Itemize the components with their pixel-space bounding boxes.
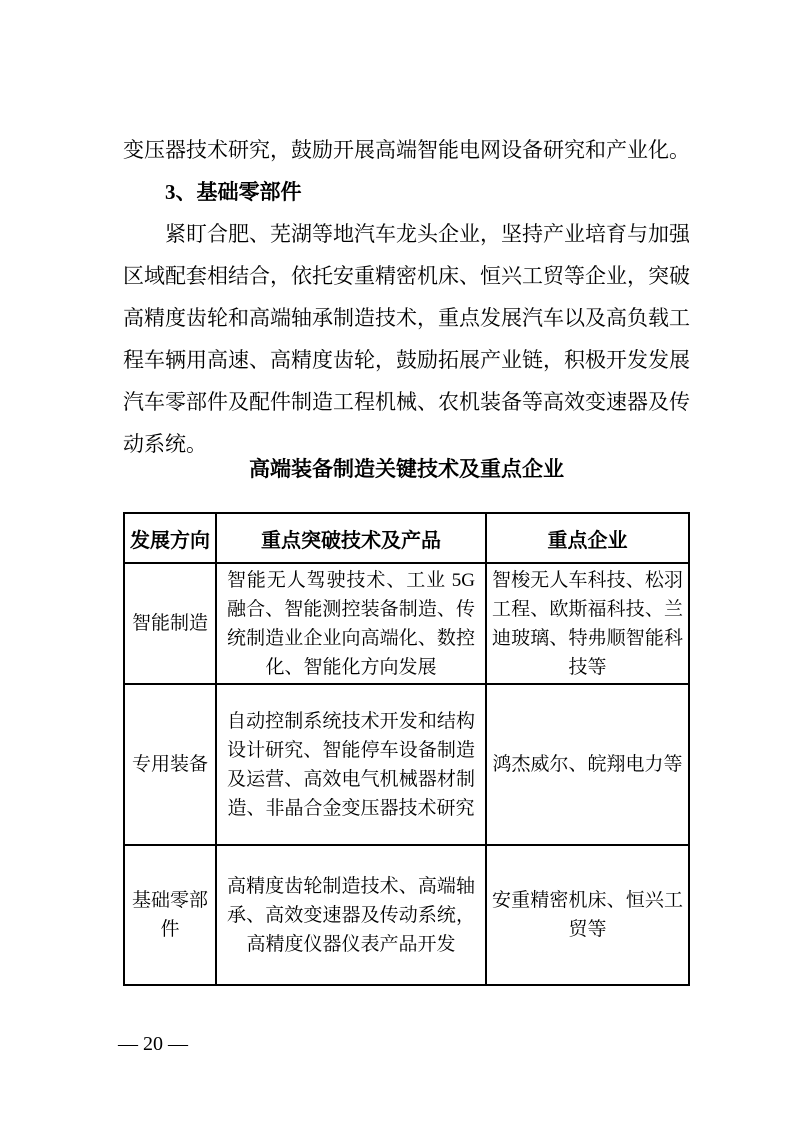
cell-companies: 鸿杰威尔、皖翔电力等 (486, 684, 689, 845)
table-row-basic-components (124, 845, 689, 985)
section-heading: 3、基础零部件 (165, 180, 302, 204)
header-development-direction: 发展方向 (124, 513, 216, 563)
cell-technologies: 智能无人驾驶技术、工业 5G 融合、智能测控装备制造、传统制造业企业向高端化、数控化、智能化方向发展 (216, 563, 486, 684)
table-row-smart-manufacturing (124, 563, 689, 684)
body-paragraph: 紧盯合肥、芜湖等地汽车龙头企业，坚持产业培育与加强区域配套相结合，依托安重精密机床、恒兴工贸等企业，突破高精度齿轮和高端轴承制造技术，重点发展汽车以及高负载工程车辆用高速、高精度齿轮，鼓励拓展产业链，积极开发发展汽车零部件及配件制造工程机械、农机装备等高效变速器及传动系统。 (123, 222, 690, 456)
cell-companies: 安重精密机床、恒兴工贸等 (486, 845, 689, 985)
cell-direction: 智能制造 (124, 563, 216, 684)
table-row-special-equipment (124, 684, 689, 845)
cell-technologies: 自动控制系统技术开发和结构设计研究、智能停车设备制造及运营、高效电气机械器材制造、非晶合金变压器技术研究 (216, 684, 486, 845)
header-key-technologies: 重点突破技术及产品 (216, 513, 486, 563)
body-content (123, 129, 690, 465)
intro-paragraph-line: 变压器技术研究，鼓励开展高端智能电网设备研究和产业化。 (123, 138, 690, 162)
cell-technologies: 高精度齿轮制造技术、高端轴承、高效变速器及传动系统，高精度仪器仪表产品开发 (216, 845, 486, 985)
cell-companies: 智梭无人车科技、松羽工程、欧斯福科技、兰迪玻璃、特弗顺智能科技等 (486, 563, 689, 684)
footer-page-number: — 20 — (118, 1033, 188, 1055)
table-title: 高端装备制造关键技术及重点企业 (249, 457, 564, 481)
key-technology-table (123, 512, 690, 986)
table-header-row (124, 513, 689, 563)
cell-direction: 基础零部件 (124, 845, 216, 985)
cell-direction: 专用装备 (124, 684, 216, 845)
header-key-enterprises: 重点企业 (486, 513, 689, 563)
